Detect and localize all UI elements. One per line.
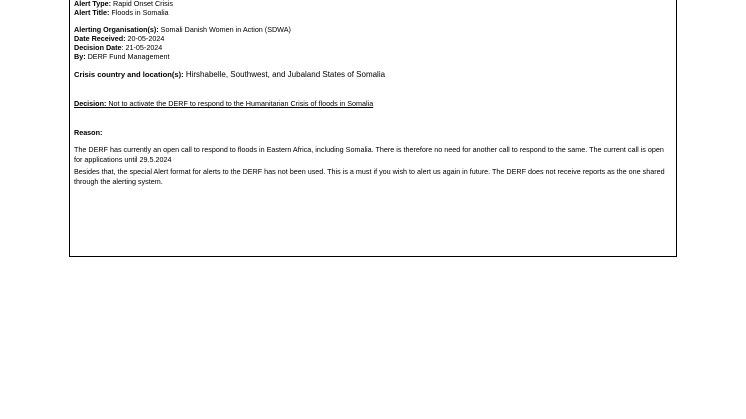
alert-type-value: Rapid Onset Crisis	[113, 0, 173, 8]
decision-date-value: : 21-05-2024	[121, 43, 163, 52]
reason-label: Reason:	[74, 128, 103, 137]
alerting-org-label: Alerting Organisation(s):	[74, 25, 159, 34]
crisis-location-label: Crisis country and location(s):	[74, 70, 184, 79]
decided-by-line	[74, 52, 672, 61]
date-received-line	[74, 34, 672, 43]
alert-type-line	[74, 0, 672, 8]
decision-date-line	[74, 43, 672, 52]
date-received-value: 20-05-2024	[127, 34, 165, 43]
decided-by-label: By:	[74, 52, 86, 61]
alert-title-value: Floods in Somalia	[111, 8, 169, 17]
alert-title-line	[74, 8, 672, 17]
decision-date-label: Decision Date	[74, 43, 122, 52]
decision-notice-box	[69, 0, 677, 257]
crisis-location-value: Hirshabelle, Southwest, and Jubaland States of Somalia	[185, 70, 386, 79]
decision-label: Decision:	[74, 99, 107, 108]
alert-title-label: Alert Title:	[74, 8, 110, 17]
decision-line	[74, 99, 672, 108]
reason-paragraph-1: The DERF has currently an open call to respond to floods in Eastern Africa, including Somalia. There is therefore no need for another call to respond to the same. The current call is open for applications until 29.5.2024	[74, 145, 664, 164]
decided-by-value: DERF Fund Management	[87, 52, 170, 61]
decision-value: Not to activate the DERF to respond to the Humanitarian Crisis of floods in Somalia	[108, 99, 374, 108]
date-received-label: Date Received:	[74, 34, 126, 43]
crisis-location-line	[74, 70, 672, 79]
alerting-org-line	[74, 25, 672, 34]
alerting-org-value: Somali Danish Women in Action (SDWA)	[160, 25, 291, 34]
alert-type-label: Alert Type:	[74, 0, 112, 8]
reason-paragraph-2: Besides that, the special Alert format for alerts to the DERF has not been used. This is a must if you wish to alert us again in future. The DERF does not receive reports as the one shared through the alerting system.	[74, 167, 665, 186]
